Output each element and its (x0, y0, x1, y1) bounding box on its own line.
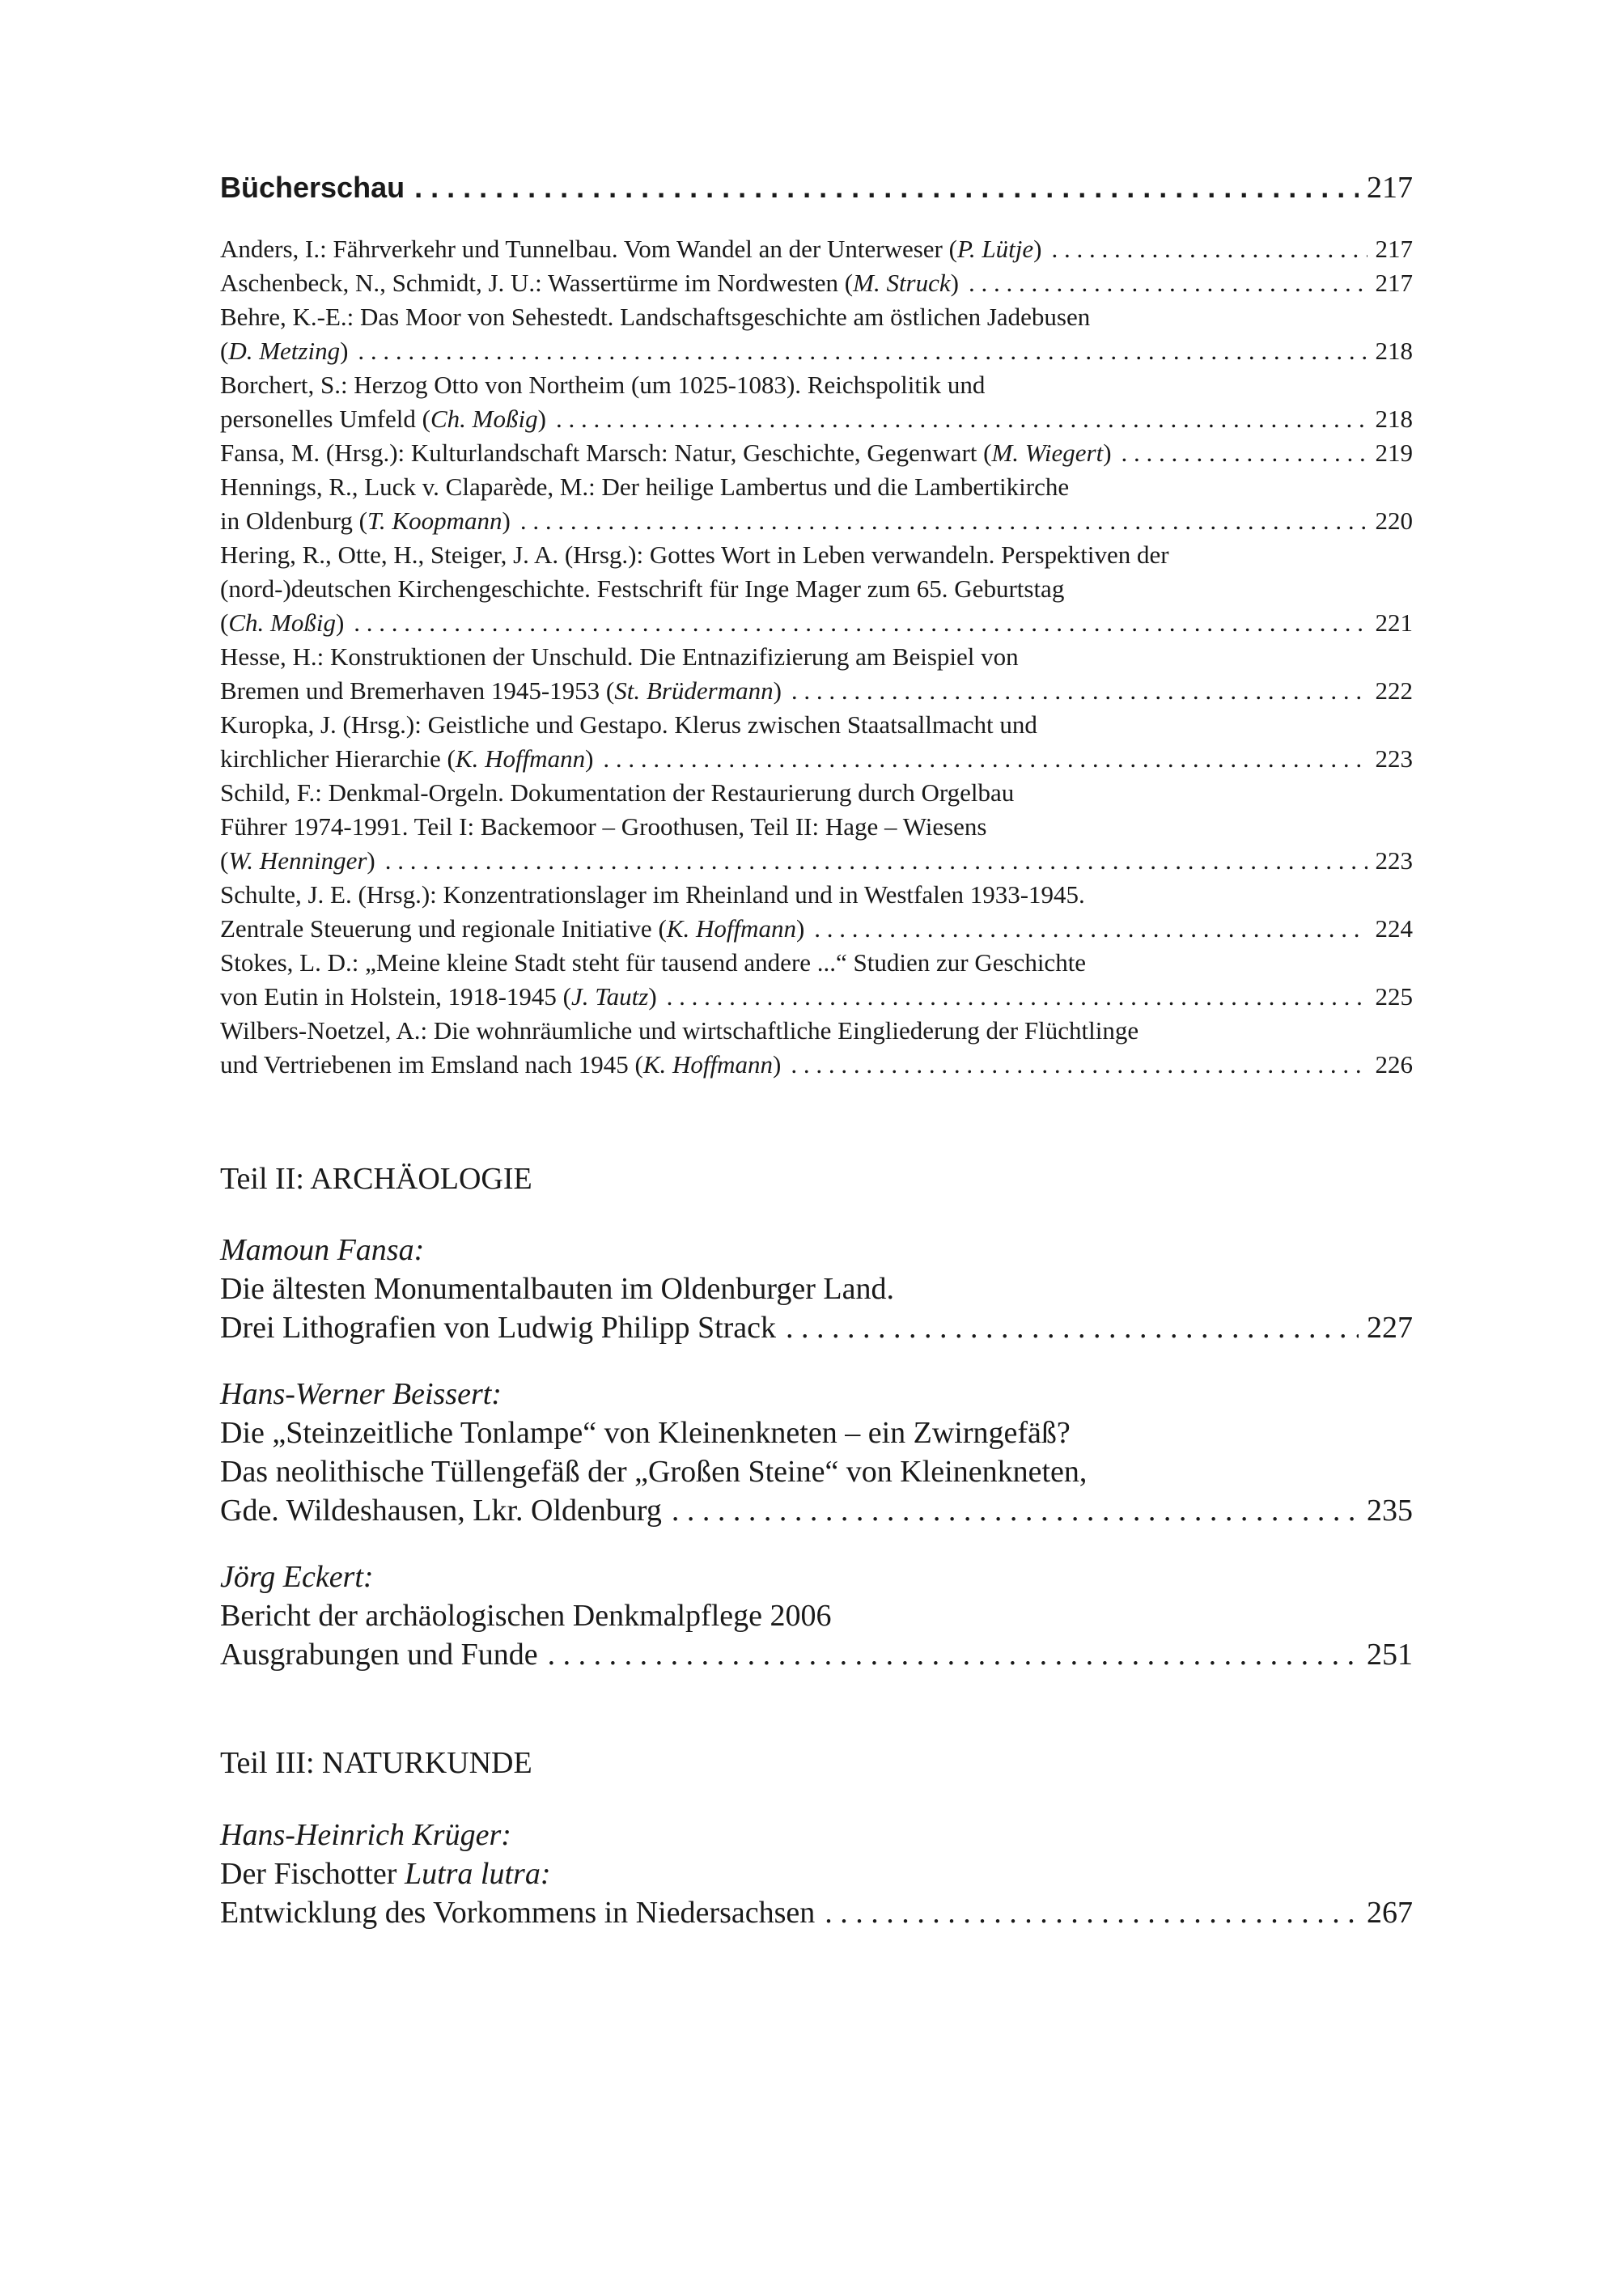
review-entry (220, 266, 1413, 300)
page-number: 218 (1375, 405, 1413, 433)
paren-close: ) (795, 914, 805, 943)
page-number: 226 (1375, 1050, 1413, 1079)
article-entry (220, 1491, 1413, 1530)
dot-leader (786, 1308, 1359, 1347)
dot-leader (385, 844, 1367, 878)
paren-close: ) (335, 608, 345, 637)
reviewer: J. Tautz (570, 982, 649, 1011)
review-title-cont: Bremen und Bremerhaven 1945-1953 ( (220, 676, 615, 705)
review-title-cont: und Vertriebenen im Emsland nach 1945 ( (220, 1050, 643, 1079)
article-title-cont: Gde. Wildeshausen, Lkr. Oldenburg (220, 1494, 662, 1528)
review-title: Schulte, J. E. (Hrsg.): Konzentrationslager im Rheinland und in Westfalen 1933-1945. (220, 880, 1085, 909)
review-title: Kuropka, J. (Hrsg.): Geistliche und Gestapo. Klerus zwischen Staatsallmacht und (220, 710, 1037, 739)
page-number: 223 (1375, 846, 1413, 875)
review-entry (220, 912, 1413, 946)
dot-leader (354, 606, 1367, 640)
page-number: 267 (1367, 1896, 1413, 1930)
dot-leader (814, 912, 1367, 946)
article-title-cont: Das neolithische Tüllengefäß der „Großen Steine“ von Kleinenkneten, (220, 1455, 1088, 1489)
review-entry (220, 1048, 1413, 1082)
dot-leader (556, 402, 1367, 436)
dot-leader (520, 504, 1367, 538)
dot-leader (358, 334, 1367, 368)
review-title: Borchert, S.: Herzog Otto von Northeim (um 1025-1083). Reichspolitik und (220, 371, 986, 399)
review-title: Schild, F.: Denkmal-Orgeln. Dokumentation der Restaurierung durch Orgelbau (220, 778, 1015, 807)
reviewer: T. Koopmann (367, 506, 502, 535)
paren-close: ) (648, 982, 657, 1011)
page-number: 235 (1367, 1494, 1413, 1528)
reviewer: K. Hoffmann (455, 744, 586, 773)
dot-leader (1122, 436, 1367, 470)
paren-close: ) (773, 676, 782, 705)
review-title: Hering, R., Otte, H., Steiger, J. A. (Hrsg.): Gottes Wort in Leben verwandeln. Perspektiven der (220, 540, 1169, 569)
reviewer: D. Metzing (228, 337, 341, 365)
article-entry (220, 1635, 1413, 1674)
review-title-cont: von Eutin in Holstein, 1918-1945 ( (220, 982, 571, 1011)
dot-leader (672, 1491, 1359, 1530)
article-entry (220, 1893, 1413, 1932)
paren-close: ) (1033, 235, 1042, 263)
dot-leader (791, 674, 1367, 708)
review-entry (220, 504, 1413, 538)
article-title: Die „Steinzeitliche Tonlampe“ von Kleinenkneten – ein Zwirngefäß? (220, 1416, 1071, 1450)
section-heading-teil-3: Teil III: NATURKUNDE (220, 1746, 532, 1780)
review-title-cont: in Oldenburg ( (220, 506, 367, 535)
dot-leader (603, 742, 1367, 776)
page-number: 218 (1375, 337, 1413, 365)
dot-leader (1051, 232, 1367, 266)
section-heading-buecherschau (220, 168, 1413, 207)
review-title-cont: Zentrale Steuerung und regionale Initiative ( (220, 914, 667, 943)
paren-close: ) (585, 744, 594, 773)
article-title-cont: Drei Lithografien von Ludwig Philipp Strack (220, 1311, 777, 1345)
species-name: Lutra lutra: (404, 1857, 551, 1891)
article-title: Bericht der archäologischen Denkmalpflege 2006 (220, 1599, 832, 1633)
article-author: Jörg Eckert: (220, 1560, 374, 1594)
page-number: 217 (1367, 171, 1413, 205)
paren-close: ) (340, 337, 349, 365)
review-title-cont: ( (220, 608, 229, 637)
paren-close: ) (1103, 439, 1112, 467)
article-title (220, 1854, 551, 1893)
page-number: 221 (1375, 608, 1413, 637)
page-number: 223 (1375, 744, 1413, 773)
page-number: 251 (1367, 1638, 1413, 1672)
paren-close: ) (950, 269, 959, 297)
page-number: 224 (1375, 914, 1413, 943)
review-title-cont: ( (220, 846, 229, 875)
review-entry (220, 844, 1413, 878)
reviewer: Ch. Moßig (430, 405, 538, 433)
review-entry (220, 436, 1413, 470)
review-entry (220, 980, 1413, 1014)
page-number: 222 (1375, 676, 1413, 705)
review-entry (220, 674, 1413, 708)
review-title: Aschenbeck, N., Schmidt, J. U.: Wassertürme im Nordwesten ( (220, 269, 854, 297)
review-entry (220, 606, 1413, 640)
reviewer: P. Lütje (956, 235, 1034, 263)
review-title-cont: personelles Umfeld ( (220, 405, 430, 433)
dot-leader (791, 1048, 1367, 1082)
reviewer: M. Wiegert (991, 439, 1104, 467)
dot-leader (667, 980, 1367, 1014)
dot-leader (414, 168, 1359, 207)
section-title: Bücherschau (220, 171, 405, 204)
page-number: 227 (1367, 1311, 1413, 1345)
paren-close: ) (367, 846, 375, 875)
review-title-cont: kirchlicher Hierarchie ( (220, 744, 456, 773)
reviewer: M. Struck (853, 269, 951, 297)
reviewer: K. Hoffmann (666, 914, 796, 943)
review-entry (220, 742, 1413, 776)
page-number: 219 (1375, 439, 1413, 467)
review-entry (220, 232, 1413, 266)
article-title-cont: Ausgrabungen und Funde (220, 1638, 538, 1672)
reviewer: Ch. Moßig (228, 608, 336, 637)
section-heading-teil-2: Teil II: ARCHÄOLOGIE (220, 1162, 532, 1196)
dot-leader (548, 1635, 1359, 1674)
review-entry (220, 402, 1413, 436)
reviewer: St. Brüdermann (614, 676, 774, 705)
review-title: Fansa, M. (Hrsg.): Kulturlandschaft Marsch: Natur, Geschichte, Gegenwart ( (220, 439, 992, 467)
article-author: Hans-Werner Beissert: (220, 1377, 502, 1411)
article-title-text: Der Fischotter (220, 1857, 405, 1891)
paren-close: ) (502, 506, 511, 535)
article-title: Die ältesten Monumentalbauten im Oldenburger Land. (220, 1272, 894, 1306)
dot-leader (969, 266, 1367, 300)
review-entry (220, 334, 1413, 368)
article-entry (220, 1308, 1413, 1347)
review-title-cont: ( (220, 337, 229, 365)
review-title: Behre, K.-E.: Das Moor von Sehestedt. Landschaftsgeschichte am östlichen Jadebusen (220, 303, 1091, 331)
paren-close: ) (773, 1050, 782, 1079)
article-author: Hans-Heinrich Krüger: (220, 1818, 511, 1852)
review-title-cont: (nord-)deutschen Kirchengeschichte. Festschrift für Inge Mager zum 65. Geburtstag (220, 574, 1065, 603)
review-title-cont: Führer 1974-1991. Teil I: Backemoor – Groothusen, Teil II: Hage – Wiesens (220, 812, 987, 841)
review-title: Anders, I.: Fährverkehr und Tunnelbau. Vom Wandel an der Unterweser ( (220, 235, 957, 263)
reviewer: W. Henninger (228, 846, 367, 875)
article-title-cont: Entwicklung des Vorkommens in Niedersachsen (220, 1896, 816, 1930)
review-title: Stokes, L. D.: „Meine kleine Stadt steht für tausend andere ...“ Studien zur Geschichte (220, 948, 1087, 977)
article-author: Mamoun Fansa: (220, 1233, 425, 1267)
paren-close: ) (537, 405, 546, 433)
review-title: Wilbers-Noetzel, A.: Die wohnräumliche und wirtschaftliche Eingliederung der Flüchtlinge (220, 1016, 1139, 1045)
dot-leader (825, 1893, 1359, 1932)
review-title: Hennings, R., Luck v. Claparède, M.: Der heilige Lambertus und die Lambertikirche (220, 473, 1070, 501)
reviewer: K. Hoffmann (642, 1050, 774, 1079)
page-number: 220 (1375, 506, 1413, 535)
page-number: 217 (1375, 269, 1413, 297)
page-number: 217 (1375, 235, 1413, 263)
review-title: Hesse, H.: Konstruktionen der Unschuld. Die Entnazifizierung am Beispiel von (220, 642, 1019, 671)
page-number: 225 (1375, 982, 1413, 1011)
